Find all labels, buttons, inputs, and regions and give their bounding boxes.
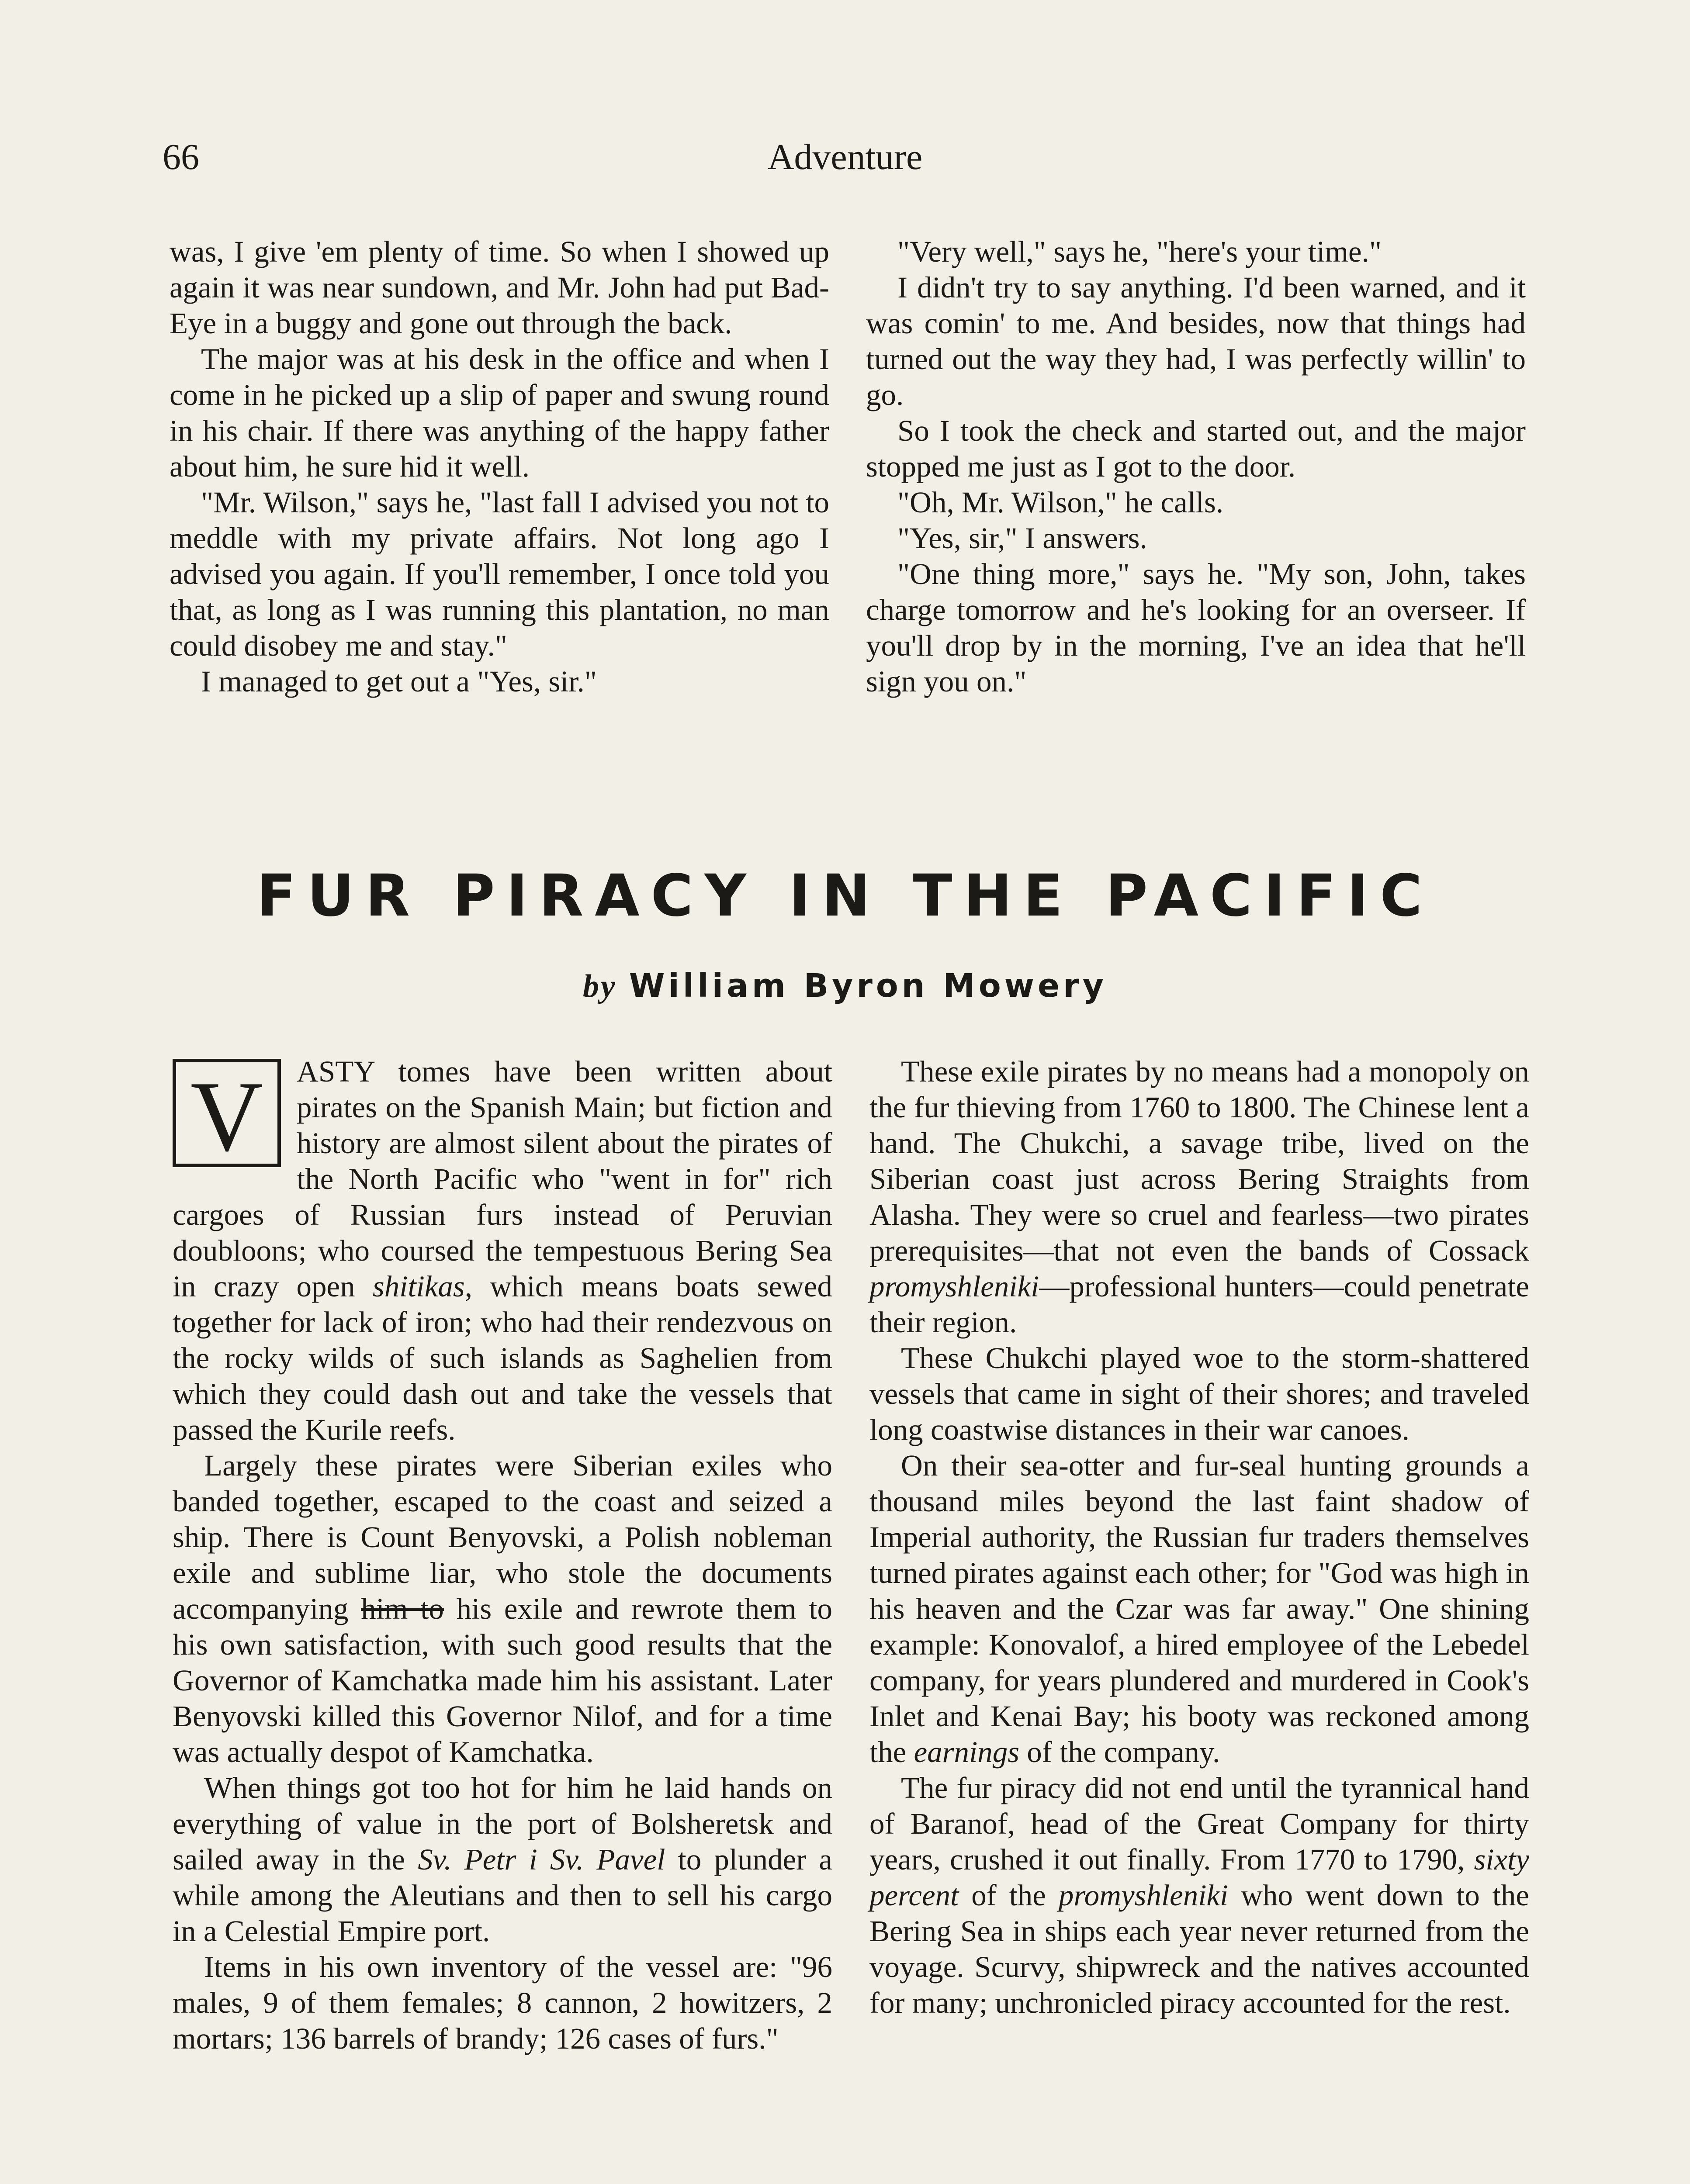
paragraph: Largely these pirates were Siberian exiles who banded together, escaped to the coast and seized a ship. There is Count Benyovski, a Polish nobleman exile and sublime liar, who stole the documents accompanying him to his exile and rewrote them to his own satisfaction, with such good results that the Governor of Kamchatka made him his assistant. Later Benyovski killed this Governor Nilof, and for a time was actually despot of Kamchatka. <box>173 1449 833 1769</box>
paragraph: I managed to get out a "Yes, sir." <box>201 665 597 698</box>
paragraph: "Very well," says he, "here's your time." <box>897 235 1382 268</box>
author-name: William Byron Mowery <box>629 967 1107 1005</box>
running-head: Adventure <box>767 137 923 177</box>
byline-prefix: by <box>583 968 617 1004</box>
story-continuation-right-column <box>866 234 1526 699</box>
paragraph: Items in his own inventory of the vessel are: "96 males, 9 of them females; 8 cannon, 2 howitzers, 2 mortars; 136 barrels of brandy; 126 cases of furs." <box>173 1950 832 2055</box>
paragraph: "Mr. Wilson," says he, "last fall I advised you not to meddle with my private affairs. Not long ago I advised you again. If you'll remember, I once told you that, as long as I was running this plantation, no man could disobey me and stay." <box>170 486 829 662</box>
byline <box>0 967 1690 1005</box>
paragraph: These exile pirates by no means had a monopoly on the fur thieving from 1760 to 1800. The Chinese lent a hand. The Chukchi, a savage tribe, lived on the Siberian coast just across Bering Straights from Alasha. They were so cruel and fearless—two pirates prerequisites—that not even the bands of Cossack promyshleniki—professional hunters—could penetrate their region. <box>869 1055 1529 1339</box>
paragraph: was, I give 'em plenty of time. So when I showed up again it was near sundown, and Mr. John had put Bad-Eye in a buggy and gone out through the back. <box>170 235 829 340</box>
paragraph: When things got too hot for him he laid hands on everything of value in the port of Bolsheretsk and sailed away in the Sv. Petr i Sv. Pavel to plunder a while among the Aleutians and then to sell his cargo in a Celestial Empire port. <box>173 1771 833 1948</box>
paragraph: "One thing more," says he. "My son, John, takes charge tomorrow and he's looking for an overseer. If you'll drop by in the morning, I've an idea that he'll sign you on." <box>866 557 1526 698</box>
paragraph: The fur piracy did not end until the tyrannical hand of Baranof, head of the Great Company for thirty years, crushed it out finally. From 1770 to 1790, sixty percent of the promyshleniki who went down to the Bering Sea in ships each year never returned from the voyage. Scurvy, shipwreck and the natives accounted for many; unchronicled piracy accounted for the rest. <box>869 1771 1529 2019</box>
struck-text: him to <box>361 1592 444 1625</box>
paragraph: On their sea-otter and fur-seal hunting grounds a thousand miles beyond the last faint shadow of Imperial authority, the Russian fur traders themselves turned pirates against each other; for "God was high in his heaven and the Czar was far away." One shining example: Konovalof, a hired employee of the Lebedel company, for years plundered and murdered in Cook's Inlet and Kenai Bay; his booty was reckoned among the earnings of the company. <box>869 1449 1529 1769</box>
paragraph: So I took the check and started out, and the major stopped me just as I got to the door. <box>866 414 1526 483</box>
paragraph: I didn't try to say anything. I'd been warned, and it was comin' to me. And besides, now that things had turned out the way they had, I was perfectly willin' to go. <box>866 271 1526 411</box>
paragraph: The major was at his desk in the office and when I come in he picked up a slip of paper and swung round in his chair. If there was anything of the happy father about him, he sure hid it well. <box>170 342 829 483</box>
paragraph: "Yes, sir," I answers. <box>897 522 1147 555</box>
article-right-column <box>869 1054 1529 2021</box>
paragraph: These Chukchi played woe to the storm-shattered vessels that came in sight of their shores; and traveled long coastwise distances in their war canoes. <box>869 1341 1529 1446</box>
article-title: FUR PIRACY IN THE PACIFIC <box>256 862 1434 930</box>
article-left-column <box>173 1054 832 2056</box>
paragraph: V ASTY tomes have been written about pirates on the Spanish Main; but fiction and history are almost silent about the pirates of the North Pacific who "went in for" rich cargoes of Russian furs instead of Peruvian doubloons; who coursed the tempestuous Bering Sea in crazy open shitikas, which means boats sewed together for lack of iron; who had their rendezvous on the rocky wilds of such islands as Saghelien from which they could dash out and take the vessels that passed the Kurile reefs. <box>173 1055 833 1446</box>
page-number: 66 <box>163 137 199 177</box>
paragraph: "Oh, Mr. Wilson," he calls. <box>897 486 1224 519</box>
story-continuation-left-column <box>170 234 829 699</box>
drop-cap: V <box>173 1059 281 1167</box>
